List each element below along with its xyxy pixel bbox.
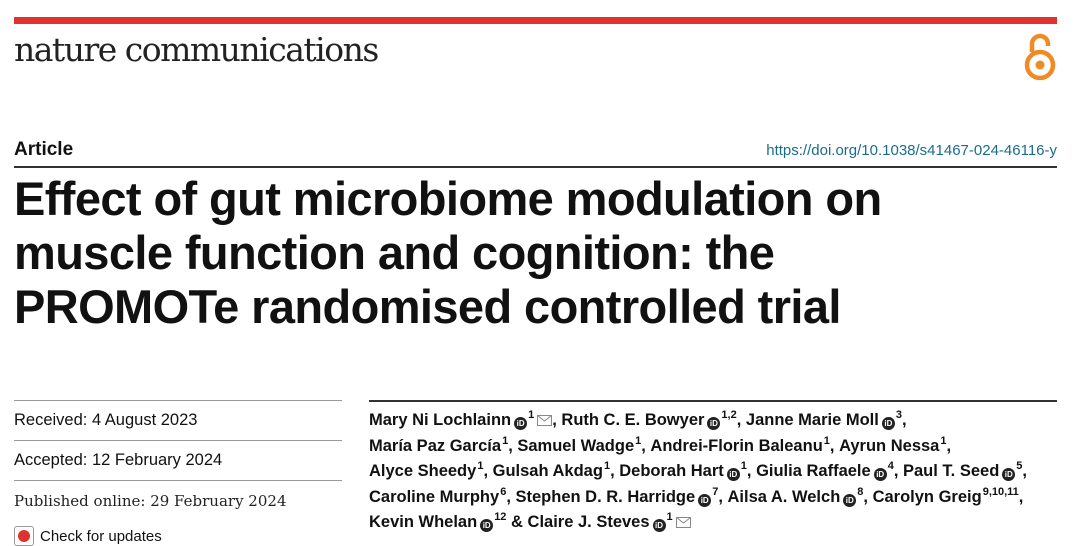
author-name[interactable] (493, 462, 620, 480)
author-separator: & (506, 513, 528, 532)
author-name[interactable] (872, 485, 1024, 506)
author-name[interactable] (369, 485, 516, 506)
author-separator: , (901, 411, 907, 429)
received-date: Received: 4 August 2023 (14, 400, 342, 440)
author-name[interactable] (369, 434, 518, 455)
author-separator: , (1018, 487, 1024, 506)
author-name-text: Samuel Wadge (517, 436, 635, 455)
open-access-icon (1022, 30, 1058, 84)
affiliation-superscript: 7 (712, 485, 719, 498)
check-updates-icon (14, 526, 34, 546)
author-separator: , (946, 436, 952, 455)
author-name-text: Caroline Murphy (369, 487, 500, 506)
title-line: PROMOTe randomised controlled trial (14, 280, 841, 333)
author-name-text: Kevin Whelan (369, 513, 478, 532)
affiliation-superscript: 1 (666, 511, 673, 524)
author-name-text: Carolyn Greig (872, 487, 982, 506)
orcid-icon[interactable]: iD (653, 519, 666, 532)
journal-name[interactable]: nature communications (14, 30, 378, 69)
author-separator: , (552, 411, 562, 429)
author-name-text: Stephen D. R. Harridge (515, 487, 696, 506)
affiliation-superscript: 9,10,11 (982, 485, 1019, 498)
author-separator: , (610, 462, 620, 481)
affiliation-superscript: 1 (502, 434, 509, 447)
author-separator: , (863, 487, 873, 506)
author-separator: , (893, 462, 903, 481)
author-name[interactable] (561, 411, 745, 429)
affiliation-superscript: 3 (895, 409, 902, 421)
email-icon[interactable] (676, 517, 691, 528)
author-name-text: Andrei-Florin Baleanu (650, 436, 823, 455)
orcid-icon[interactable]: iD (698, 494, 711, 507)
author-name[interactable] (515, 485, 728, 506)
affiliation-superscript: 1 (477, 460, 484, 473)
affiliation-superscript: 1 (603, 460, 611, 473)
author-separator: , (508, 436, 518, 455)
author-separator: , (483, 462, 493, 481)
author-name-text: Ayrun Nessa (839, 436, 940, 455)
author-name-text: Ailsa A. Welch (727, 487, 841, 506)
affiliation-superscript: 1,2 (721, 409, 737, 421)
author-name[interactable] (650, 434, 840, 455)
orcid-icon[interactable]: iD (707, 417, 720, 430)
affiliation-superscript: 1 (823, 434, 830, 447)
author-name-text: Giulia Raffaele (756, 462, 871, 481)
author-name-text: Mary Ni Lochlainn (369, 411, 512, 429)
author-separator: , (506, 487, 516, 506)
orcid-icon[interactable]: iD (874, 468, 887, 481)
article-title (14, 172, 1054, 334)
author-separator: , (736, 411, 746, 429)
affiliation-superscript: 1 (635, 434, 642, 447)
title-line: muscle function and cognition: the (14, 226, 775, 279)
authors-divider (369, 400, 1057, 402)
email-icon[interactable] (537, 415, 552, 426)
accepted-date: Accepted: 12 February 2024 (14, 440, 342, 480)
affiliation-superscript: 6 (500, 485, 507, 498)
article-type: Article (14, 139, 74, 160)
article-dates (14, 400, 342, 520)
orcid-icon[interactable]: iD (882, 417, 895, 430)
published-date: Published online: 29 February 2024 (14, 480, 342, 520)
title-line: Effect of gut microbiome modulation on (14, 172, 882, 225)
affiliation-superscript: 8 (857, 485, 864, 498)
title-divider (14, 166, 1057, 168)
author-separator: , (746, 462, 757, 481)
author-name-text: Deborah Hart (619, 462, 724, 481)
author-name-text: Claire J. Steves (527, 513, 650, 532)
top-accent-bar (14, 17, 1057, 24)
author-name[interactable] (517, 434, 651, 455)
author-name[interactable] (756, 462, 903, 480)
affiliation-superscript: 1 (940, 434, 947, 447)
check-updates-label: Check for updates (40, 527, 162, 545)
author-name[interactable] (528, 513, 691, 531)
affiliation-superscript: 12 (494, 511, 507, 524)
author-list (369, 408, 1059, 536)
author-name-text: Paul T. Seed (902, 462, 1000, 481)
author-name[interactable] (839, 434, 952, 455)
author-name[interactable] (619, 462, 756, 480)
orcid-icon[interactable]: iD (480, 519, 493, 532)
orcid-icon[interactable]: iD (843, 494, 856, 507)
author-separator: , (641, 436, 651, 455)
author-name-text: Janne Marie Moll (745, 411, 879, 429)
affiliation-superscript: 4 (887, 460, 894, 473)
check-for-updates-button[interactable] (14, 526, 162, 546)
affiliation-superscript: 1 (740, 460, 747, 473)
author-separator: , (1022, 462, 1027, 481)
author-separator: , (718, 487, 728, 506)
orcid-icon[interactable]: iD (514, 417, 527, 430)
author-name[interactable] (369, 513, 528, 531)
author-name-text: Alyce Sheedy (369, 462, 477, 481)
author-name-text: María Paz García (369, 436, 502, 455)
orcid-icon[interactable]: iD (727, 468, 740, 481)
affiliation-superscript: 5 (1016, 460, 1023, 473)
orcid-icon[interactable]: iD (1002, 468, 1015, 481)
affiliation-superscript: 1 (528, 409, 535, 421)
author-name-text: Gulsah Akdag (492, 462, 603, 481)
doi-link[interactable]: https://doi.org/10.1038/s41467-024-46116-y (766, 142, 1057, 159)
author-name[interactable] (369, 411, 561, 429)
author-name[interactable] (903, 462, 1027, 480)
author-name[interactable] (727, 485, 873, 506)
author-separator: , (829, 436, 840, 455)
author-name[interactable] (369, 462, 493, 480)
author-name-text: Ruth C. E. Bowyer (561, 411, 705, 429)
author-name[interactable] (746, 411, 907, 429)
